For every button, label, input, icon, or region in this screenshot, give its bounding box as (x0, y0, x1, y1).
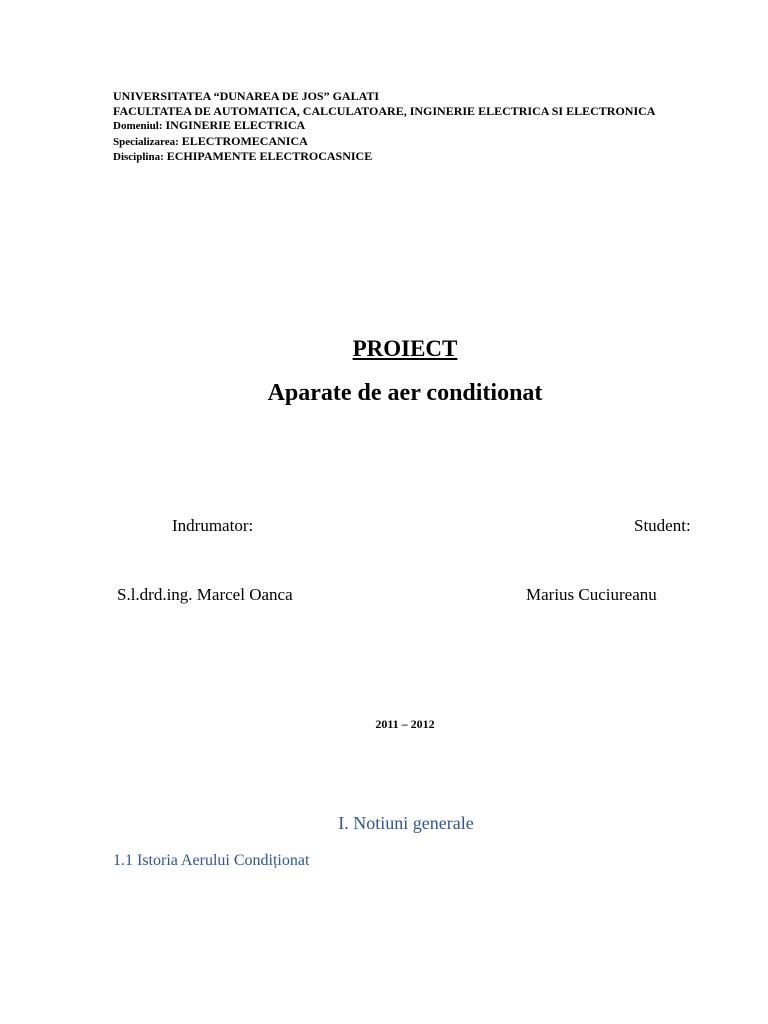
specialization-label: Specializarea: (113, 135, 179, 148)
academic-year: 2011 – 2012 (375, 717, 435, 731)
discipline-label: Disciplina: (113, 151, 164, 163)
domain-line (113, 118, 753, 134)
coordinator-name: S.l.drd.ing. Marcel Oanca (117, 585, 293, 604)
specialization-line (113, 134, 753, 150)
discipline-value: ECHIPAMENTE ELECTROCASNICE (163, 149, 373, 163)
student-name: Marius Cuciureanu (526, 585, 657, 604)
specialization-value: ELECTROMECANICA (178, 133, 308, 148)
section-heading-1-1: 1.1 Istoria Aerului Condiționat (113, 852, 310, 869)
faculty-name: FACULTATEA DE AUTOMATICA, CALCULATOARE, INGINERIE ELECTRICA SI ELECTRONICA (113, 103, 656, 118)
institution-header (113, 89, 753, 165)
domain-value: INGINERIE ELECTRICA (162, 118, 306, 132)
discipline-line (113, 149, 753, 165)
project-label: PROIECT (352, 336, 458, 361)
section-heading-1: I. Notiuni generale (338, 813, 474, 833)
student-label: Student: (634, 516, 691, 535)
project-title: Aparate de aer conditionat (267, 380, 543, 406)
university-name: UNIVERSITATEA “DUNAREA DE JOS” GALATI (113, 89, 380, 103)
coordinator-label: Indrumator: (172, 516, 254, 535)
domain-label: Domeniul: (113, 120, 163, 132)
